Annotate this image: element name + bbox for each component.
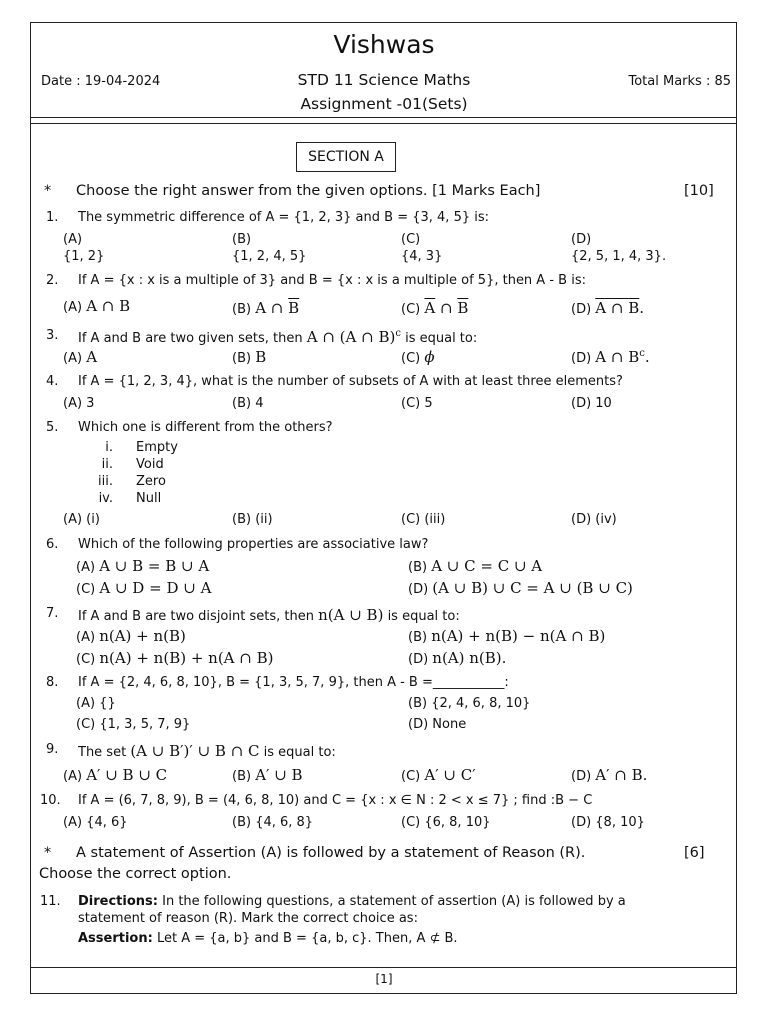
q7-option-c: (C) n(A) + n(B) + n(A ∩ B) — [76, 649, 274, 667]
q10-option-d: (D) {8, 10} — [571, 815, 645, 830]
q7-text: If A and B are two disjoint sets, then n(A ∪ B) is equal to: — [78, 606, 460, 624]
section-a-label: SECTION A — [296, 142, 396, 172]
assignment-title: Assignment -01(Sets) — [300, 95, 468, 113]
q2-option-b: (B) A ∩ $\overline{B}$ — [232, 299, 300, 317]
mcq-instruction: Choose the right answer from the given options. [1 Marks Each] — [76, 183, 541, 199]
q5-item-number: ii. — [101, 457, 113, 472]
q10-number: 10. — [40, 793, 61, 808]
q10-option-b: (B) {4, 6, 8} — [232, 815, 314, 830]
class-line: STD 11 Science Maths — [297, 71, 471, 89]
q11-directions-line2: statement of reason (R). Mark the correct choice as: — [78, 911, 418, 926]
q7-number: 7. — [46, 606, 59, 621]
q4-option-d: (D) 10 — [571, 396, 612, 411]
q5-item: Empty — [136, 440, 178, 455]
q8-number: 8. — [46, 675, 59, 690]
header-divider-bottom — [30, 123, 737, 124]
q3-text: If A and B are two given sets, then A ∩ (A ∩ B)$^c$ is equal to: — [78, 328, 478, 346]
assertion-bullet: * — [44, 845, 52, 861]
q1-number: 1. — [46, 210, 59, 225]
header-divider-top — [30, 117, 737, 118]
q1-option-b: {1, 2, 4, 5} — [232, 249, 307, 264]
q5-option-d: (D) (iv) — [571, 512, 617, 527]
q8-option-a: (A) {} — [76, 696, 116, 711]
q9-option-a: (A) A′ ∪ B ∪ C — [63, 766, 168, 784]
q4-text: If A = {1, 2, 3, 4}, what is the number of subsets of A with at least three elements? — [78, 374, 623, 389]
total-marks: Total Marks : 85 — [628, 74, 731, 89]
q5-text: Which one is different from the others? — [78, 420, 333, 435]
q11-number: 11. — [40, 894, 61, 909]
exam-date: Date : 19-04-2024 — [41, 74, 161, 89]
page-title: Vishwas — [333, 30, 435, 59]
q11-directions: Directions: In the following questions, a statement of assertion (A) is followed by a — [78, 894, 626, 909]
q5-number: 5. — [46, 420, 59, 435]
q7-option-d: (D) n(A) n(B). — [408, 649, 507, 667]
q5-option-b: (B) (ii) — [232, 512, 273, 527]
page-number: [1] — [375, 972, 393, 986]
assertion-instruction: A statement of Assertion (A) is followed by a statement of Reason (R). — [76, 845, 586, 861]
q1-option-c: {4, 3} — [401, 249, 443, 264]
q9-option-b: (B) A′ ∪ B — [232, 766, 303, 784]
footer-divider — [30, 967, 737, 968]
q4-option-a: (A) 3 — [63, 396, 95, 411]
q6-text: Which of the following properties are associative law? — [78, 537, 429, 552]
q1-text: The symmetric difference of A = {1, 2, 3} and B = {3, 4, 5} is: — [78, 210, 490, 225]
assertion-marks: [6] — [684, 845, 705, 861]
q10-option-a: (A) {4, 6} — [63, 815, 128, 830]
q3-option-a: (A) A — [63, 348, 98, 366]
q2-option-d: (D) A ∩ B. — [571, 299, 645, 317]
q8-option-c: (C) {1, 3, 5, 7, 9} — [76, 717, 191, 732]
q3-option-c: (C) ϕ — [401, 348, 435, 366]
q6-option-b: (B) A ∪ C = C ∪ A — [408, 557, 543, 575]
q4-option-c: (C) 5 — [401, 396, 433, 411]
mcq-marks: [10] — [684, 183, 714, 199]
instruction-bullet: * — [44, 183, 52, 199]
q9-text: The set (A ∪ B′)′ ∪ B ∩ C is equal to: — [78, 742, 336, 760]
q1-option-b-label: (B) — [232, 232, 252, 247]
q6-option-d: (D) (A ∪ B) ∪ C = A ∪ (B ∪ C) — [408, 579, 633, 597]
q2-text: If A = {x : x is a multiple of 3} and B = {x : x is a multiple of 5}, then A - B is: — [78, 273, 586, 288]
q9-option-c: (C) A′ ∪ C′ — [401, 766, 476, 784]
q1-option-c-label: (C) — [401, 232, 421, 247]
q4-option-b: (B) 4 — [232, 396, 264, 411]
q10-text: If A = (6, 7, 8, 9), B = (4, 6, 8, 10) and C = {x : x ∈ N : 2 < x ≤ 7} ; find :B − C — [78, 793, 593, 808]
q10-option-c: (C) {6, 8, 10} — [401, 815, 491, 830]
q5-item-number: i. — [105, 440, 113, 455]
q3-option-b: (B) B — [232, 348, 267, 366]
q9-number: 9. — [46, 742, 59, 757]
q2-option-a: (A) A ∩ B — [63, 297, 131, 315]
q8-option-b: (B) {2, 4, 6, 8, 10} — [408, 696, 531, 711]
q5-option-c: (C) (iii) — [401, 512, 446, 527]
q8-text: If A = {2, 4, 6, 8, 10}, B = {1, 3, 5, 7, 9}, then A - B =___________: — [78, 675, 509, 690]
q1-option-d: {2, 5, 1, 4, 3}. — [571, 249, 667, 264]
q5-item-number: iv. — [98, 491, 113, 506]
q1-option-a-label: (A) — [63, 232, 83, 247]
q2-option-c: (C) $\overline{A}$ ∩ $\overline{B}$ — [401, 299, 469, 317]
q5-item: Null — [136, 491, 162, 506]
q8-option-d: (D) None — [408, 717, 467, 732]
q1-option-a: {1, 2} — [63, 249, 105, 264]
q6-number: 6. — [46, 537, 59, 552]
q6-option-a: (A) A ∪ B = B ∪ A — [76, 557, 210, 575]
q3-number: 3. — [46, 328, 59, 343]
q5-option-a: (A) (i) — [63, 512, 100, 527]
assertion-instruction-line2: Choose the correct option. — [39, 866, 232, 882]
q11-assertion: Assertion: Let A = {a, b} and B = {a, b, c}. Then, A ⊄ B. — [78, 931, 458, 946]
q2-number: 2. — [46, 273, 59, 288]
q5-item-number: iii. — [98, 474, 113, 489]
q7-option-b: (B) n(A) + n(B) − n(A ∩ B) — [408, 627, 606, 645]
q7-option-a: (A) n(A) + n(B) — [76, 627, 186, 645]
q6-option-c: (C) A ∪ D = D ∪ A — [76, 579, 212, 597]
q3-option-d: (D) A ∩ $B^c$. — [571, 348, 650, 366]
q4-number: 4. — [46, 374, 59, 389]
q5-item: Zero — [136, 474, 166, 489]
q1-option-d-label: (D) — [571, 232, 592, 247]
q5-item: Void — [136, 457, 164, 472]
q9-option-d: (D) A′ ∩ B. — [571, 766, 648, 784]
